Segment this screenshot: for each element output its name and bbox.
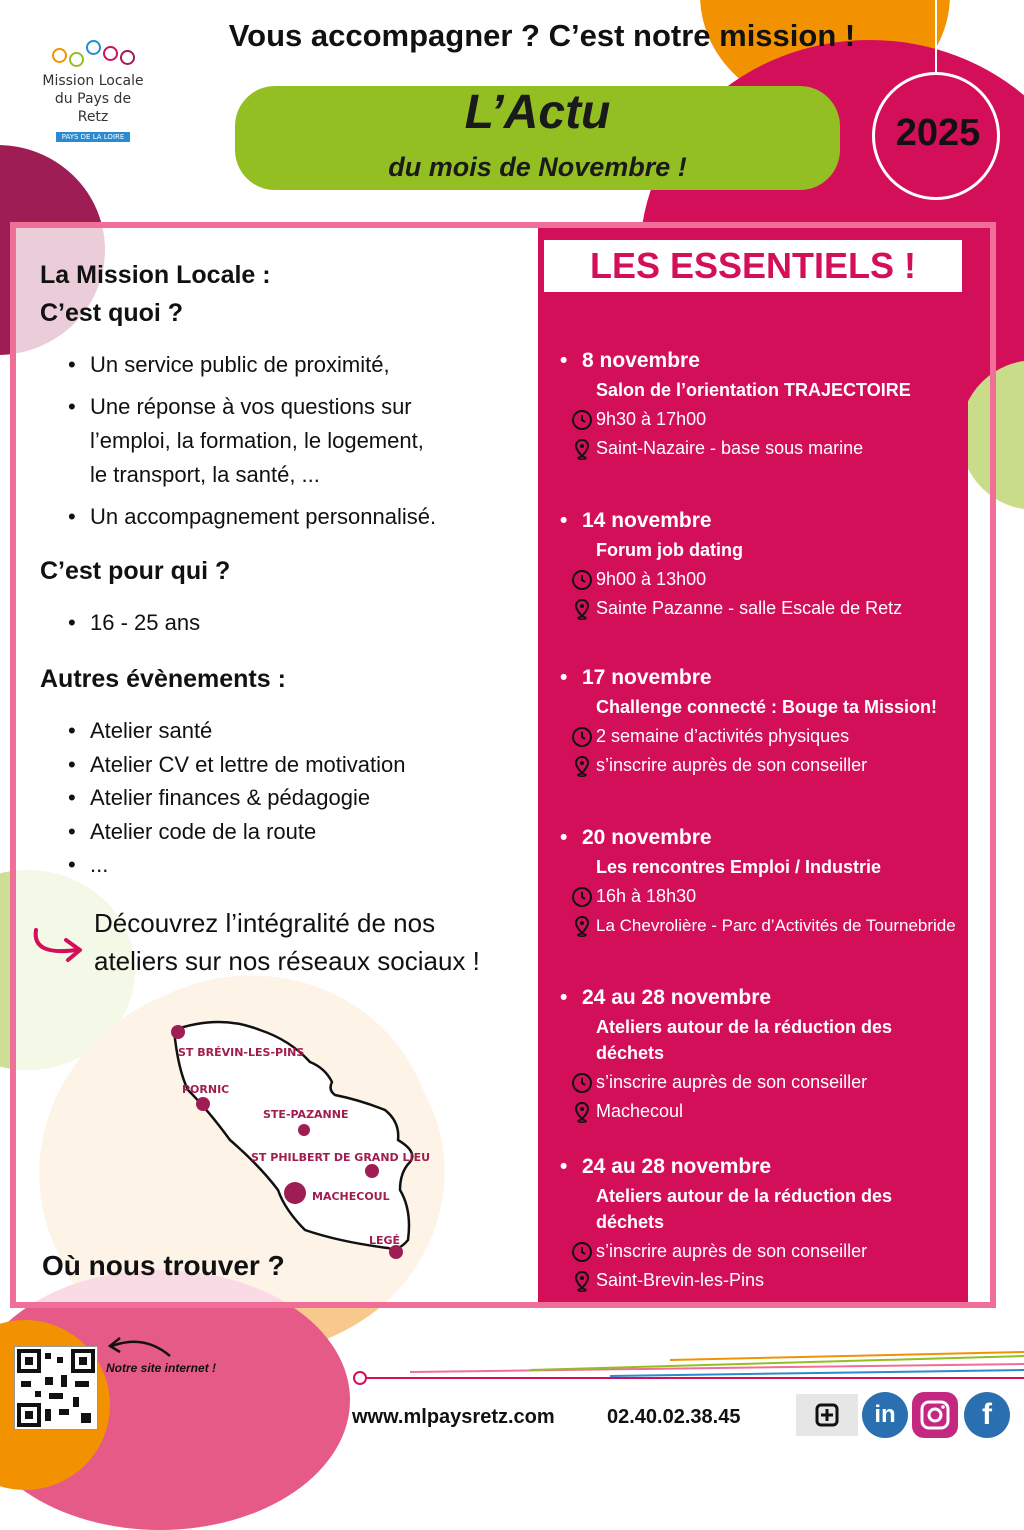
location-pin-icon (570, 437, 594, 461)
list-item: • ... (40, 848, 405, 882)
event-place: s’inscrire auprès de son conseiller (596, 755, 868, 775)
event-time: 9h00 à 13h00 (596, 569, 707, 589)
qr-code[interactable] (14, 1346, 98, 1430)
city-label: STE-PAZANNE (263, 1108, 349, 1121)
where-heading: Où nous trouver ? (42, 1250, 285, 1281)
actu-banner (235, 86, 840, 190)
city-label: ST BRÉVIN-LES-PINS (178, 1046, 305, 1059)
actu-subtitle: du mois de Novembre ! (388, 152, 687, 182)
event-time: 2 semaine d’activités physiques (596, 726, 850, 746)
event-time-row (556, 1070, 892, 1095)
location-pin-icon (570, 914, 594, 938)
phone-number: 02.40.02.38.45 (607, 1406, 741, 1428)
event-time: s’inscrire auprès de son conseiller (596, 1241, 868, 1261)
event-item (556, 348, 911, 461)
heading-what-line1: La Mission Locale : (40, 261, 271, 289)
linkedin-icon: in (874, 1401, 896, 1428)
logo-region: PAYS DE LA LOIRE (56, 132, 131, 142)
heading-other-events: Autres évènements : (40, 665, 286, 693)
event-item (556, 665, 937, 778)
heading-what-line2: C’est quoi ? (40, 299, 184, 327)
list-item: • Atelier code de la route (40, 815, 405, 849)
city-label: ST PHILBERT DE GRAND LIEU (251, 1151, 431, 1164)
list-item-line: le transport, la santé, ... (90, 462, 320, 487)
event-place-row (556, 753, 937, 778)
event-item (556, 985, 892, 1124)
clock-icon (570, 568, 594, 592)
discover-text (94, 904, 480, 980)
city-dot (389, 1245, 403, 1259)
logo-line-1: Mission Locale (42, 73, 144, 89)
list-item (40, 390, 520, 492)
instagram-icon (912, 1392, 958, 1438)
event-time-row (556, 884, 956, 909)
list-item: • Atelier CV et lettre de motivation (40, 748, 405, 782)
event-date: • 24 au 28 novembre (582, 1154, 892, 1180)
linkedin-button[interactable] (862, 1392, 908, 1438)
event-item (556, 825, 956, 938)
clock-icon (570, 408, 594, 432)
event-title (596, 1014, 892, 1066)
city-dot (171, 1025, 185, 1039)
event-title (596, 1183, 892, 1235)
event-date: • 20 novembre (582, 825, 956, 851)
instagram-button[interactable] (912, 1392, 958, 1438)
mission-locale-logo (38, 38, 148, 144)
year-label: 2025 (895, 112, 981, 154)
event-time: 9h30 à 17h00 (596, 409, 707, 429)
event-title: Forum job dating (596, 540, 743, 560)
event-title-line: Ateliers autour de la réduction des (596, 1186, 893, 1206)
event-title: Les rencontres Emploi / Industrie (596, 857, 882, 877)
actu-title: L’Actu (464, 86, 611, 139)
event-time-row (556, 567, 902, 592)
linktree-icon (796, 1394, 858, 1436)
event-title-line: déchets (596, 1043, 665, 1063)
list-item: • Atelier finances & pédagogie (40, 781, 405, 815)
event-date: • 8 novembre (582, 348, 911, 374)
ornament-string (934, 0, 938, 74)
facebook-button[interactable] (964, 1392, 1010, 1438)
location-pin-icon (570, 1269, 594, 1293)
people-icon (38, 38, 148, 72)
list-item: • 16 - 25 ans (40, 606, 200, 640)
qr-code-icon (15, 1347, 97, 1429)
discover-line2: ateliers sur nos réseaux sociaux ! (94, 946, 480, 976)
event-place-row (556, 436, 911, 461)
event-place: La Chevrolière - Parc d’Activités de Tournebride (596, 916, 956, 935)
linktree-button[interactable] (796, 1394, 858, 1436)
city-dot (365, 1164, 379, 1178)
event-date: • 24 au 28 novembre (582, 985, 892, 1011)
event-time-row (556, 1239, 892, 1264)
list-item-line: Une réponse à vos questions sur (90, 394, 412, 419)
tagline: Vous accompagner ? C’est notre mission ! (228, 18, 856, 53)
clock-icon (570, 1071, 594, 1095)
event-title-line: Ateliers autour de la réduction des (596, 1017, 893, 1037)
city-dot (284, 1182, 306, 1204)
who-list (40, 606, 200, 640)
event-place: Machecoul (596, 1101, 684, 1121)
site-note: Notre site internet ! (106, 1361, 217, 1375)
website-link[interactable]: www.mlpaysretz.com (352, 1406, 555, 1428)
event-title-line: déchets (596, 1212, 665, 1232)
what-list (40, 348, 520, 534)
event-time: 16h à 18h30 (596, 886, 697, 906)
discover-line1: Découvrez l’intégralité de nos (94, 908, 436, 938)
event-time-row (556, 724, 937, 749)
list-item: • Un accompagnement personnalisé. (40, 500, 520, 534)
essentiels-heading: LES ESSENTIELS ! (544, 240, 962, 292)
curved-arrow-icon (30, 920, 90, 970)
event-place-row (556, 1268, 892, 1293)
event-place-row (556, 596, 902, 621)
territory-map (160, 990, 440, 1270)
event-time: s’inscrire auprès de son conseiller (596, 1072, 868, 1092)
event-date: • 14 novembre (582, 508, 902, 534)
event-item (556, 508, 902, 621)
other-events-list (40, 714, 405, 882)
list-item: • Atelier santé (40, 714, 405, 748)
event-place: Saint-Nazaire - base sous marine (596, 438, 864, 458)
footer-lines (350, 1350, 1024, 1390)
note-arrow-icon (104, 1334, 174, 1362)
event-place-row (556, 913, 956, 938)
event-item (556, 1154, 892, 1293)
list-item: • Un service public de proximité, (40, 348, 520, 382)
event-time-row (556, 407, 911, 432)
event-place-row (556, 1099, 892, 1124)
city-dot (298, 1124, 310, 1136)
location-pin-icon (570, 1100, 594, 1124)
location-pin-icon (570, 597, 594, 621)
logo-line-2: du Pays de Retz (54, 91, 132, 125)
heading-who: C’est pour qui ? (40, 557, 231, 585)
heading-what (40, 256, 271, 332)
event-date: • 17 novembre (582, 665, 937, 691)
list-item-line: l’emploi, la formation, le logement, (90, 428, 424, 453)
city-label: MACHECOUL (312, 1190, 390, 1203)
clock-icon (570, 725, 594, 749)
facebook-icon: f (982, 1398, 992, 1431)
clock-icon (570, 1240, 594, 1264)
location-pin-icon (570, 754, 594, 778)
event-place: Saint-Brevin-les-Pins (596, 1270, 765, 1290)
event-place: Sainte Pazanne - salle Escale de Retz (596, 598, 903, 618)
event-title: Salon de l’orientation TRAJECTOIRE (596, 380, 911, 400)
city-label: LEGÉ (369, 1234, 401, 1247)
city-label: PORNIC (182, 1083, 230, 1096)
clock-icon (570, 885, 594, 909)
city-dot (196, 1097, 210, 1111)
event-title: Challenge connecté : Bouge ta Mission! (596, 697, 938, 717)
